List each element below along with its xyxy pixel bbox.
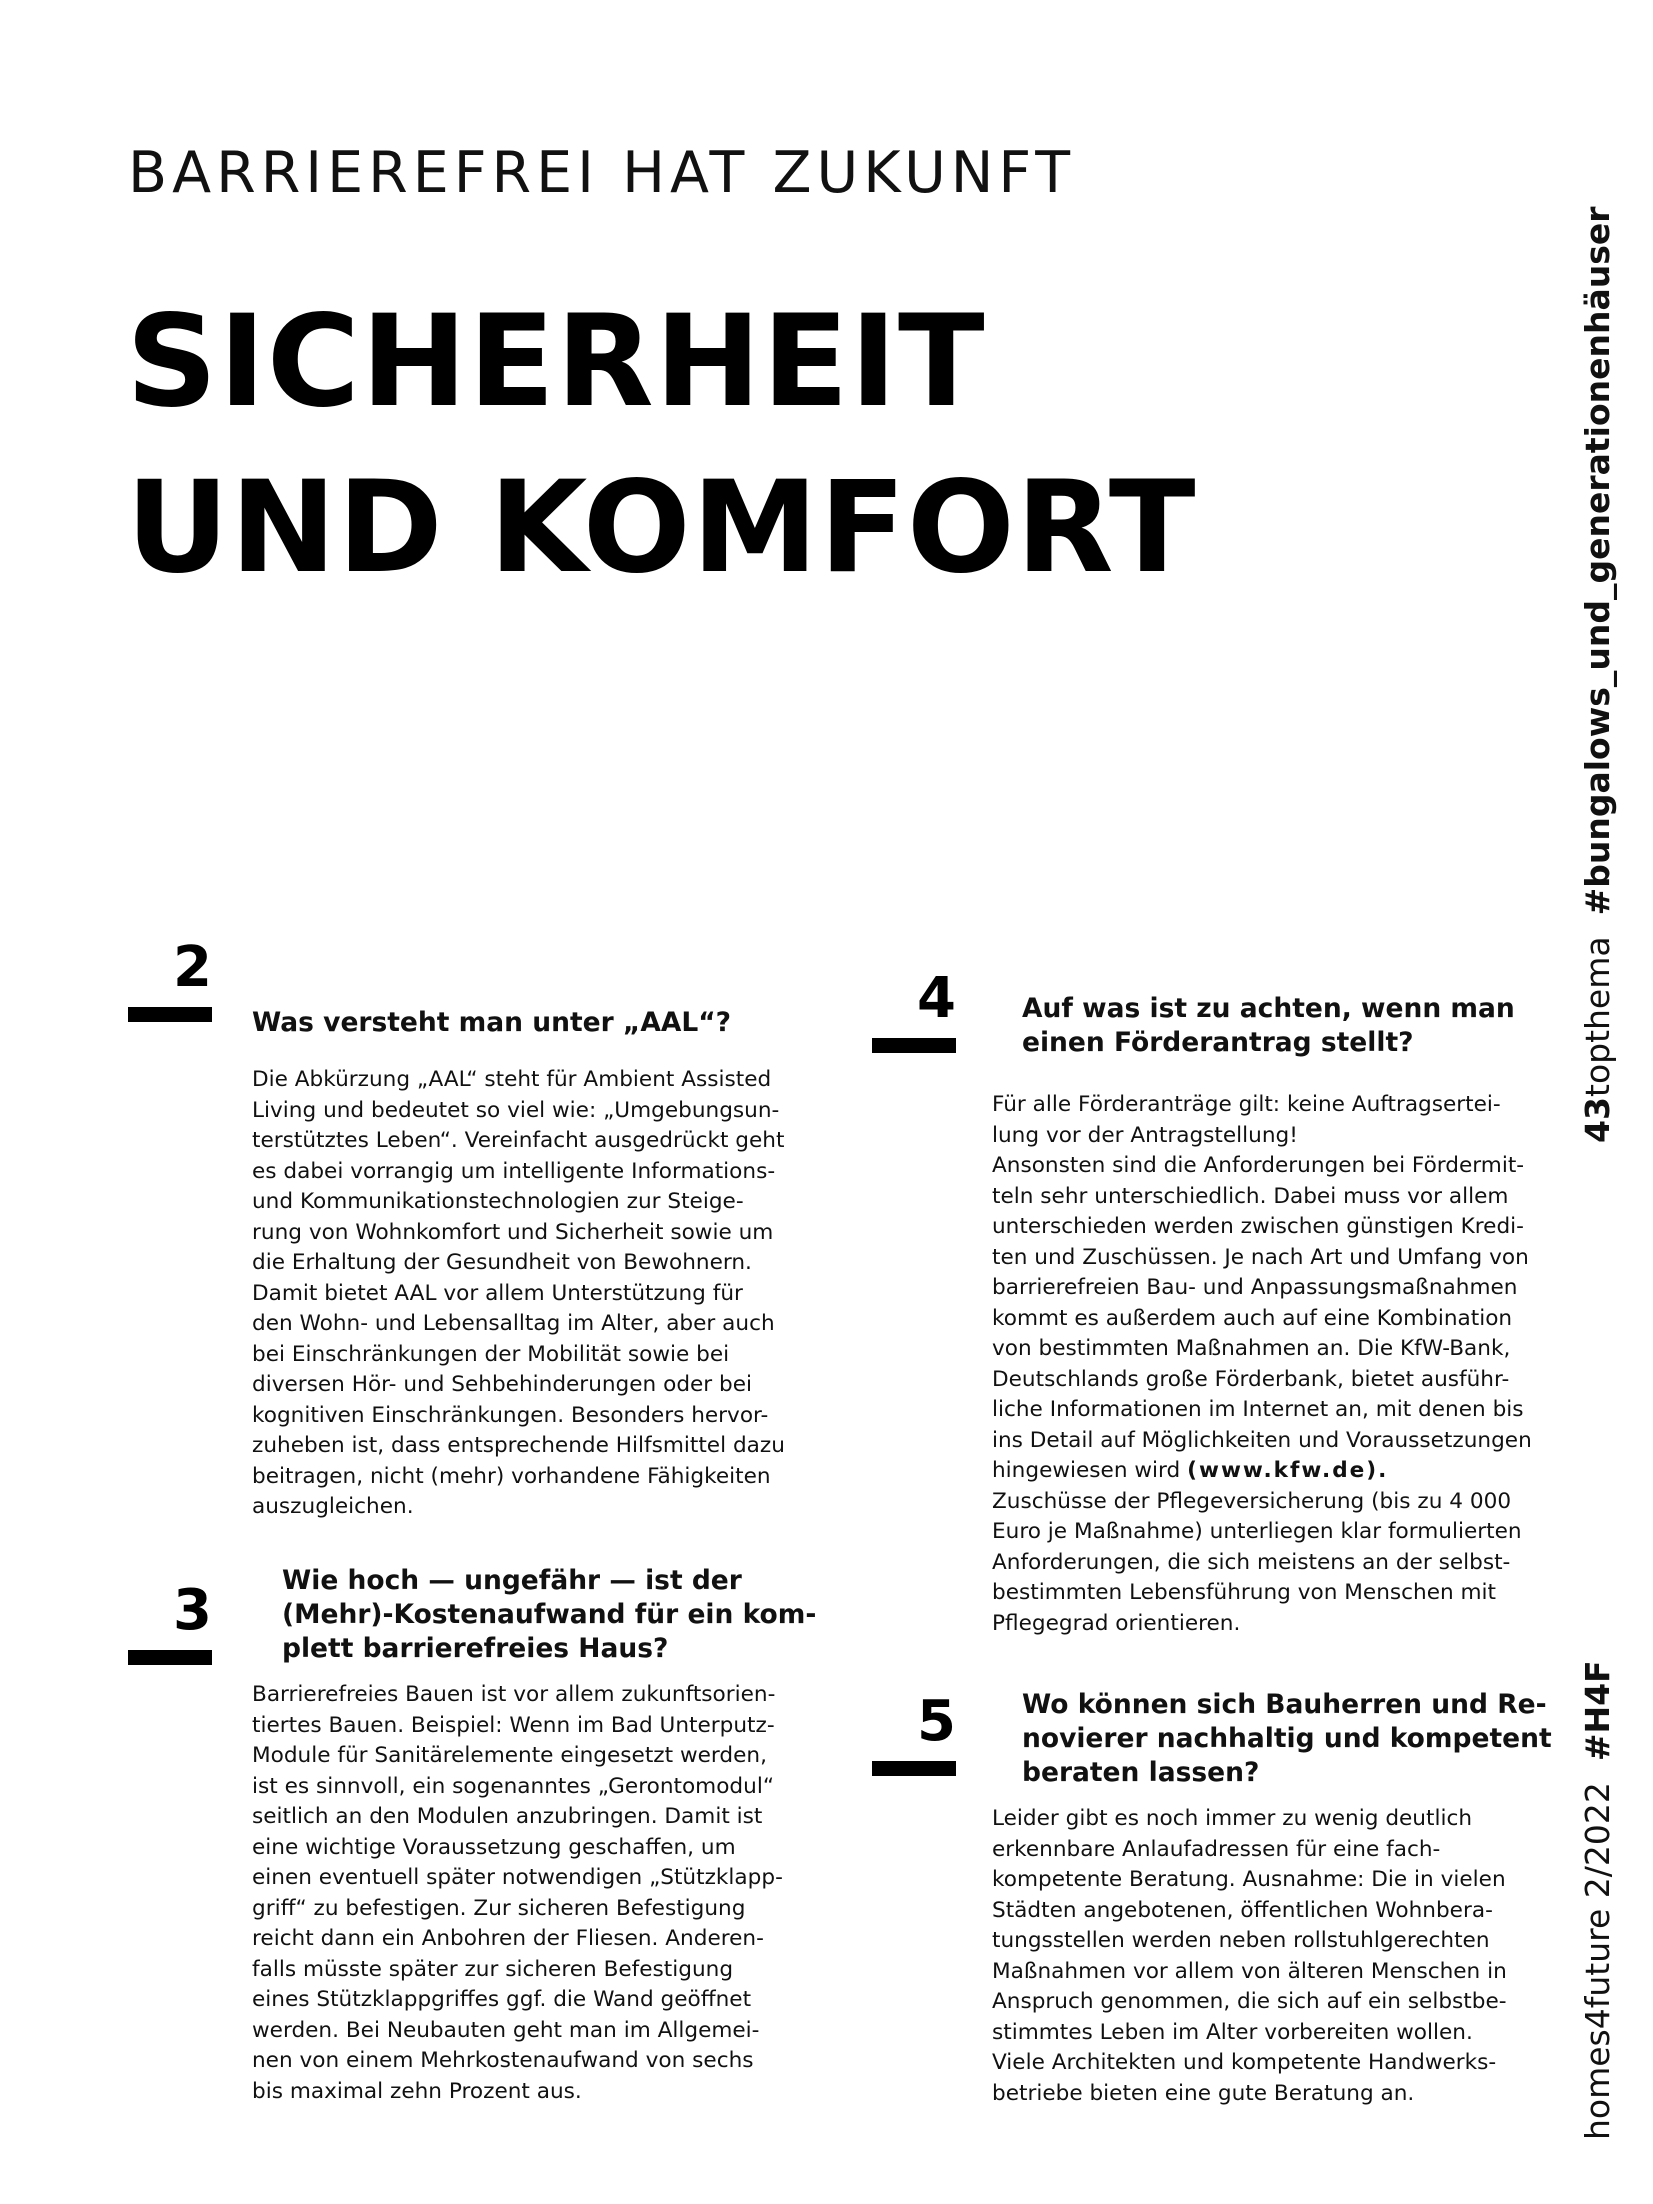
section-2-number: 2 <box>173 935 212 1000</box>
sidebar-topic <box>1578 206 1618 1097</box>
headline <box>126 278 1197 610</box>
section-2-question-line: Was versteht man unter „AAL“? <box>252 1007 732 1038</box>
section-3-question-line: (Mehr)-Kostenaufwand für ein kom- <box>282 1599 817 1630</box>
section-2-line: den Wohn- und Lebensalltag im Alter, aber auch <box>252 1311 775 1336</box>
section-4-line: Euro je Maßnahme) unterliegen klar formulierten <box>992 1519 1522 1544</box>
section-2-line: es dabei vorrangig um intelligente Informations- <box>252 1158 776 1184</box>
section-2-marker <box>128 935 212 1022</box>
section-4-line: Deutschlands große Förderbank, bietet ausführ- <box>992 1366 1510 1392</box>
section-2-line: Die Abkürzung „AAL“ steht für Ambient Assisted <box>252 1067 772 1092</box>
section-4-line: von bestimmten Maßnahmen an. Die KfW-Bank, <box>992 1336 1511 1361</box>
section-4-line: Für alle Förderanträge gilt: keine Auftragsertei- <box>992 1092 1501 1117</box>
section-5-number: 5 <box>917 1689 956 1754</box>
section-3-line: Module für Sanitärelemente eingesetzt werden, <box>252 1743 767 1768</box>
section-2-line: terstütztes Leben“. Vereinfacht ausgedrückt geht <box>252 1128 785 1153</box>
section-2-bar <box>128 1007 212 1022</box>
section-5-line: Anspruch genommen, die sich auf ein selbstbe- <box>992 1989 1507 2014</box>
section-4-number: 4 <box>917 966 956 1031</box>
section-2-body <box>252 1065 785 1523</box>
section-3-line: griff“ zu befestigen. Zur sicheren Befestigung <box>252 1895 746 1921</box>
section-2-line: diversen Hör- und Sehbehinderungen oder bei <box>252 1372 753 1397</box>
section-4-line: Ansonsten sind die Anforderungen bei Fördermit- <box>992 1153 1525 1178</box>
section-5-line: Viele Architekten und kompetente Handwerks- <box>992 2050 1497 2075</box>
section-3-line: reicht dann ein Anbohren der Fliesen. Anderen- <box>252 1926 764 1951</box>
section-4-line: teln sehr unterschiedlich. Dabei muss vor allem <box>992 1183 1509 1209</box>
section-4-line: Anforderungen, die sich meistens an der selbst- <box>992 1549 1511 1575</box>
section-3-line: seitlich an den Modulen anzubringen. Damit ist <box>252 1804 763 1829</box>
sidebar-magazine <box>1578 1660 1618 2140</box>
kicker: BARRIEREFREI HAT ZUKUNFT <box>128 140 1076 206</box>
section-3-line: werden. Bei Neubauten geht man im Allgemei- <box>252 2017 760 2043</box>
section-3-marker <box>128 1578 212 1665</box>
section-2-line: bei Einschränkungen der Mobilität sowie bei <box>252 1341 730 1367</box>
section-2-line: zuheben ist, dass entsprechende Hilfsmittel dazu <box>252 1433 785 1458</box>
kfw-link[interactable]: (www.kfw.de). <box>1187 1458 1389 1483</box>
section-3-question-line: plett barrierefreies Haus? <box>282 1633 669 1664</box>
section-4-line: liche Informationen im Internet an, mit denen bis <box>992 1397 1524 1422</box>
section-4-question-line: einen Förderantrag stellt? <box>1022 1027 1414 1058</box>
section-2-line: und Kommunikationstechnologien zur Steige- <box>252 1189 744 1214</box>
section-4-marker <box>872 966 956 1053</box>
sidebar-topic-label: topthema <box>1578 936 1617 1097</box>
section-2-line: beitragen, nicht (mehr) vorhandene Fähigkeiten <box>252 1463 771 1489</box>
sidebar-magazine-label: homes4future 2/2022 <box>1578 1782 1617 2140</box>
section-4-line-text: hingewiesen wird <box>992 1458 1181 1483</box>
section-5-line: tungsstellen werden neben rollstuhlgerechten <box>992 1928 1490 1953</box>
section-4-line: Pflegegrad orientieren. <box>992 1610 1241 1636</box>
section-5-question-line: novierer nachhaltig und kompetent <box>1022 1723 1552 1754</box>
section-4-line: Zuschüsse der Pflegeversicherung (bis zu 4 000 <box>992 1488 1512 1514</box>
section-5-line: Maßnahmen vor allem von älteren Menschen in <box>992 1958 1507 1984</box>
section-2-line: Damit bietet AAL vor allem Unterstützung für <box>252 1280 743 1306</box>
section-5-line: stimmtes Leben im Alter vorbereiten wollen. <box>992 2019 1473 2045</box>
section-4-line: lung vor der Antragstellung! <box>992 1122 1298 1148</box>
section-4-question-line: Auf was ist zu achten, wenn man <box>1022 993 1515 1024</box>
section-3-line: einen eventuell später notwendigen „Stützklapp- <box>252 1865 783 1890</box>
section-4-line: bestimmten Lebensführung von Menschen mit <box>992 1580 1497 1605</box>
section-5-line: betriebe bieten eine gute Beratung an. <box>992 2080 1415 2106</box>
section-3-line: falls müsste später zur sicheren Befestigung <box>252 1956 734 1982</box>
section-3-body <box>252 1680 783 2107</box>
section-3-line: tiertes Bauen. Beispiel: Wenn im Bad Unterputz- <box>252 1712 775 1738</box>
section-4-question <box>1022 992 1515 1060</box>
section-5-bar <box>872 1761 956 1776</box>
section-5-marker <box>872 1689 956 1776</box>
section-5-line: Leider gibt es noch immer zu wenig deutlich <box>992 1806 1473 1831</box>
page-number: 43 <box>1578 1097 1617 1143</box>
section-3-question <box>282 1564 816 1666</box>
section-4-line: ins Detail auf Möglichkeiten und Voraussetzungen <box>992 1427 1532 1453</box>
section-4-line <box>992 1456 1532 1487</box>
section-4-line: ten und Zuschüssen. Je nach Art und Umfang von <box>992 1244 1529 1270</box>
section-3-question-line: Wie hoch — ungefähr — ist der <box>282 1565 742 1596</box>
section-5-line: kompetente Beratung. Ausnahme: Die in vielen <box>992 1867 1506 1892</box>
section-5-line: Städten angebotenen, öffentlichen Wohnbera- <box>992 1897 1493 1923</box>
section-5-question-line: Wo können sich Bauherren und Re- <box>1022 1689 1547 1720</box>
section-2-line: rung von Wohnkomfort und Sicherheit sowie um <box>252 1219 774 1245</box>
section-3-bar <box>128 1650 212 1665</box>
sidebar-tag: #H4F <box>1578 1660 1617 1762</box>
section-4-line: unterschieden werden zwischen günstigen Kredi- <box>992 1214 1524 1239</box>
section-2-line: kognitiven Einschränkungen. Besonders hervor- <box>252 1402 769 1428</box>
section-3-line: ist es sinnvoll, ein sogenanntes „Gerontomodul“ <box>252 1773 775 1799</box>
headline-line-2: UND KOMFORT <box>126 453 1197 601</box>
section-4-bar <box>872 1038 956 1053</box>
section-2-question <box>252 1006 731 1040</box>
section-5-body <box>992 1804 1507 2109</box>
section-3-number: 3 <box>173 1578 212 1643</box>
section-5-line: erkennbare Anlaufadressen für eine fach- <box>992 1836 1441 1862</box>
section-4-line: kommt es außerdem auch auf eine Kombination <box>992 1305 1513 1331</box>
section-4-body <box>992 1090 1532 1639</box>
section-5-question <box>1022 1688 1552 1790</box>
section-3-line: nen von einem Mehrkostenaufwand von sechs <box>252 2048 754 2073</box>
section-3-line: eines Stützklappgriffes ggf. die Wand geöffnet <box>252 1987 752 2012</box>
section-3-line: eine wichtige Voraussetzung geschaffen, um <box>252 1834 736 1860</box>
section-5-question-line: beraten lassen? <box>1022 1757 1260 1788</box>
section-2-line: Living und bedeutet so viel wie: „Umgebungsun- <box>252 1097 780 1123</box>
headline-line-1: SICHERHEIT <box>126 287 986 435</box>
section-4-line: barrierefreien Bau- und Anpassungsmaßnahmen <box>992 1275 1518 1300</box>
section-3-line: bis maximal zehn Prozent aus. <box>252 2078 582 2104</box>
section-3-line: Barrierefreies Bauen ist vor allem zukunftsorien- <box>252 1682 776 1707</box>
section-2-line: die Erhaltung der Gesundheit von Bewohnern. <box>252 1250 752 1275</box>
sidebar-hashtag: #bungalows_und_generationenhäuser <box>1578 206 1617 916</box>
section-2-line: auszugleichen. <box>252 1494 414 1519</box>
